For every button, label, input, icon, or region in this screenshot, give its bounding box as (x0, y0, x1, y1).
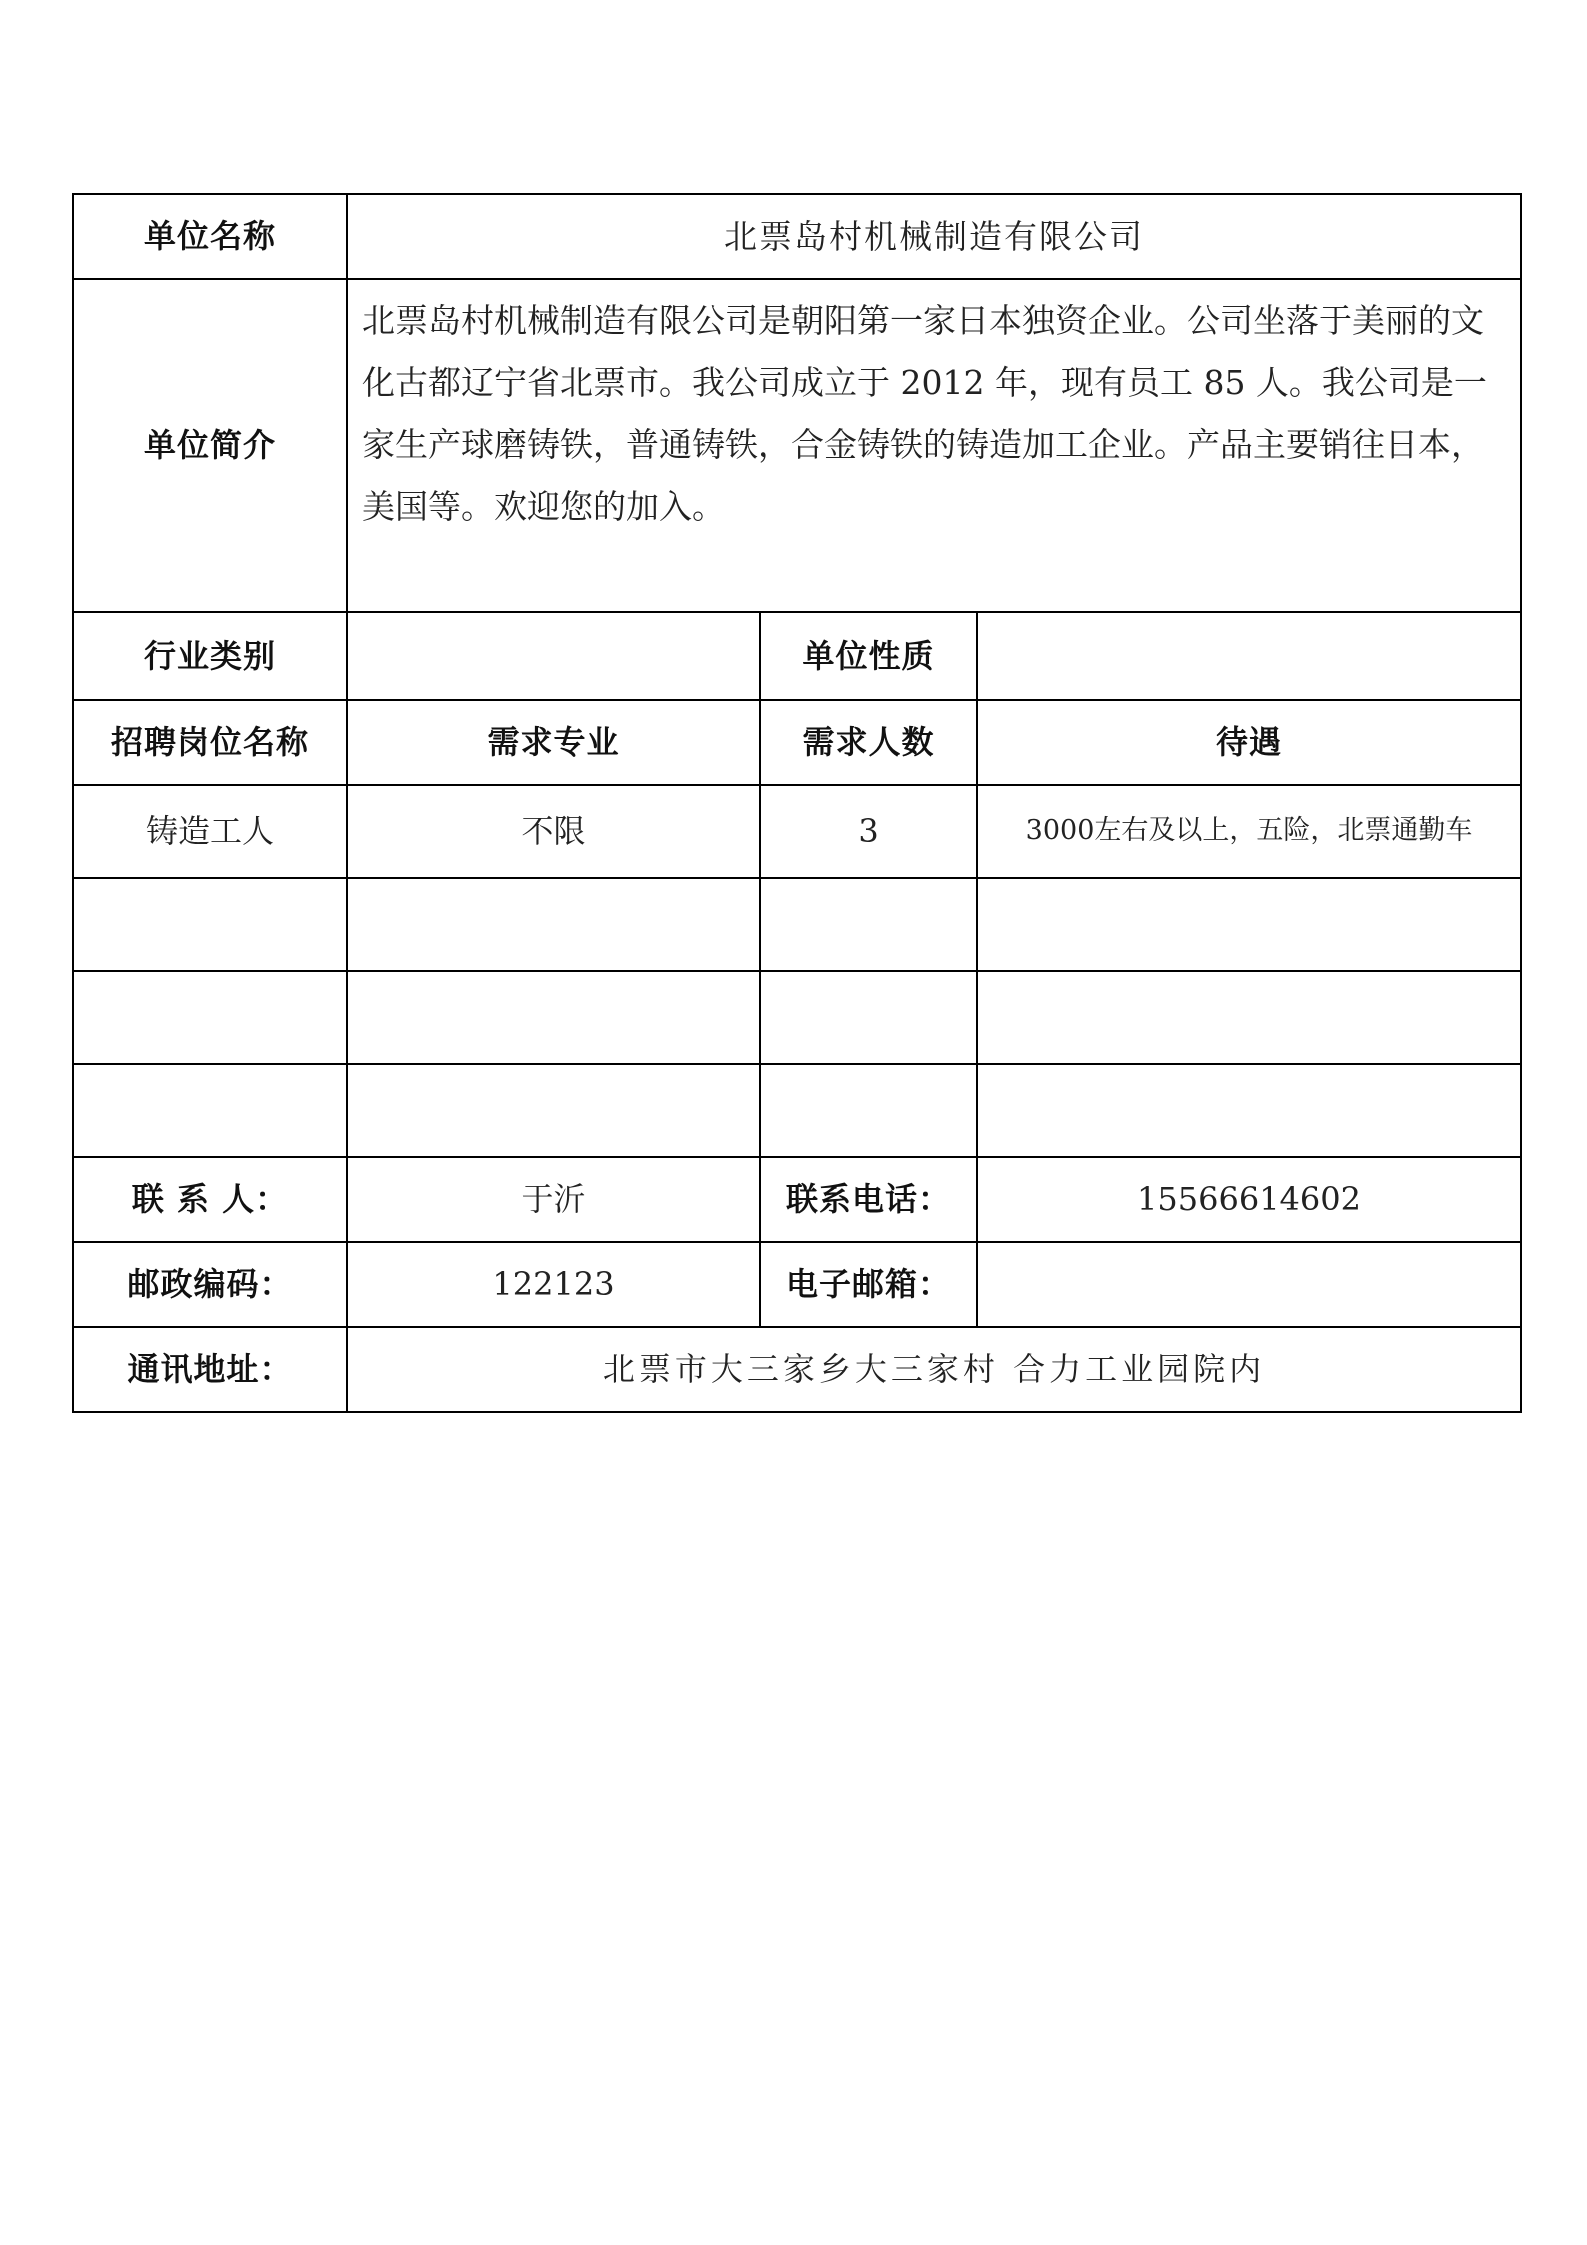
job-count-cell (760, 878, 977, 971)
company-name-value: 北票岛村机械制造有限公司 (347, 194, 1521, 279)
nature-value (977, 612, 1521, 700)
job-row (73, 1064, 1521, 1157)
header-benefits: 待遇 (977, 700, 1521, 785)
postcode-label: 邮政编码： (73, 1242, 347, 1327)
job-row (73, 971, 1521, 1064)
phone-value: 15566614602 (977, 1157, 1521, 1242)
contact-person-value: 于沂 (347, 1157, 760, 1242)
company-intro-row (73, 279, 1521, 612)
job-title-cell (73, 1064, 347, 1157)
email-label: 电子邮箱： (760, 1242, 977, 1327)
company-intro-text: 北票岛村机械制造有限公司是朝阳第一家日本独资企业。公司坐落于美丽的文化古都辽宁省北票市。我公司成立于 2012 年，现有员工 85 人。我公司是一家生产球磨铸铁，普通铸铁，合金铸铁的铸造加工企业。产品主要销往日本，美国等。欢迎您的加入。 (347, 279, 1521, 612)
job-major-cell (347, 878, 760, 971)
company-intro-label: 单位简介 (73, 279, 347, 612)
job-title-cell (73, 971, 347, 1064)
contact-person-label: 联 系 人： (73, 1157, 347, 1242)
company-name-row (73, 194, 1521, 279)
contact-phone-row (73, 1157, 1521, 1242)
postcode-email-row (73, 1242, 1521, 1327)
job-row (73, 785, 1521, 878)
job-count-cell: 3 (760, 785, 977, 878)
job-count-cell (760, 971, 977, 1064)
address-label: 通讯地址： (73, 1327, 347, 1412)
jobs-header-row (73, 700, 1521, 785)
job-major-cell (347, 1064, 760, 1157)
address-row (73, 1327, 1521, 1412)
recruitment-form-table (72, 193, 1522, 1413)
industry-nature-row (73, 612, 1521, 700)
job-benefits-cell (977, 878, 1521, 971)
email-value (977, 1242, 1521, 1327)
industry-label: 行业类别 (73, 612, 347, 700)
job-count-cell (760, 1064, 977, 1157)
industry-value (347, 612, 760, 700)
header-count: 需求人数 (760, 700, 977, 785)
header-major: 需求专业 (347, 700, 760, 785)
job-benefits-cell (977, 1064, 1521, 1157)
phone-label: 联系电话： (760, 1157, 977, 1242)
postcode-value: 122123 (347, 1242, 760, 1327)
job-title-cell (73, 878, 347, 971)
job-title-cell: 铸造工人 (73, 785, 347, 878)
address-value: 北票市大三家乡大三家村 合力工业园院内 (347, 1327, 1521, 1412)
job-row (73, 878, 1521, 971)
job-major-cell (347, 971, 760, 1064)
nature-label: 单位性质 (760, 612, 977, 700)
job-major-cell: 不限 (347, 785, 760, 878)
header-job-title: 招聘岗位名称 (73, 700, 347, 785)
job-benefits-cell: 3000左右及以上，五险，北票通勤车 (977, 785, 1521, 878)
company-name-label: 单位名称 (73, 194, 347, 279)
job-benefits-cell (977, 971, 1521, 1064)
